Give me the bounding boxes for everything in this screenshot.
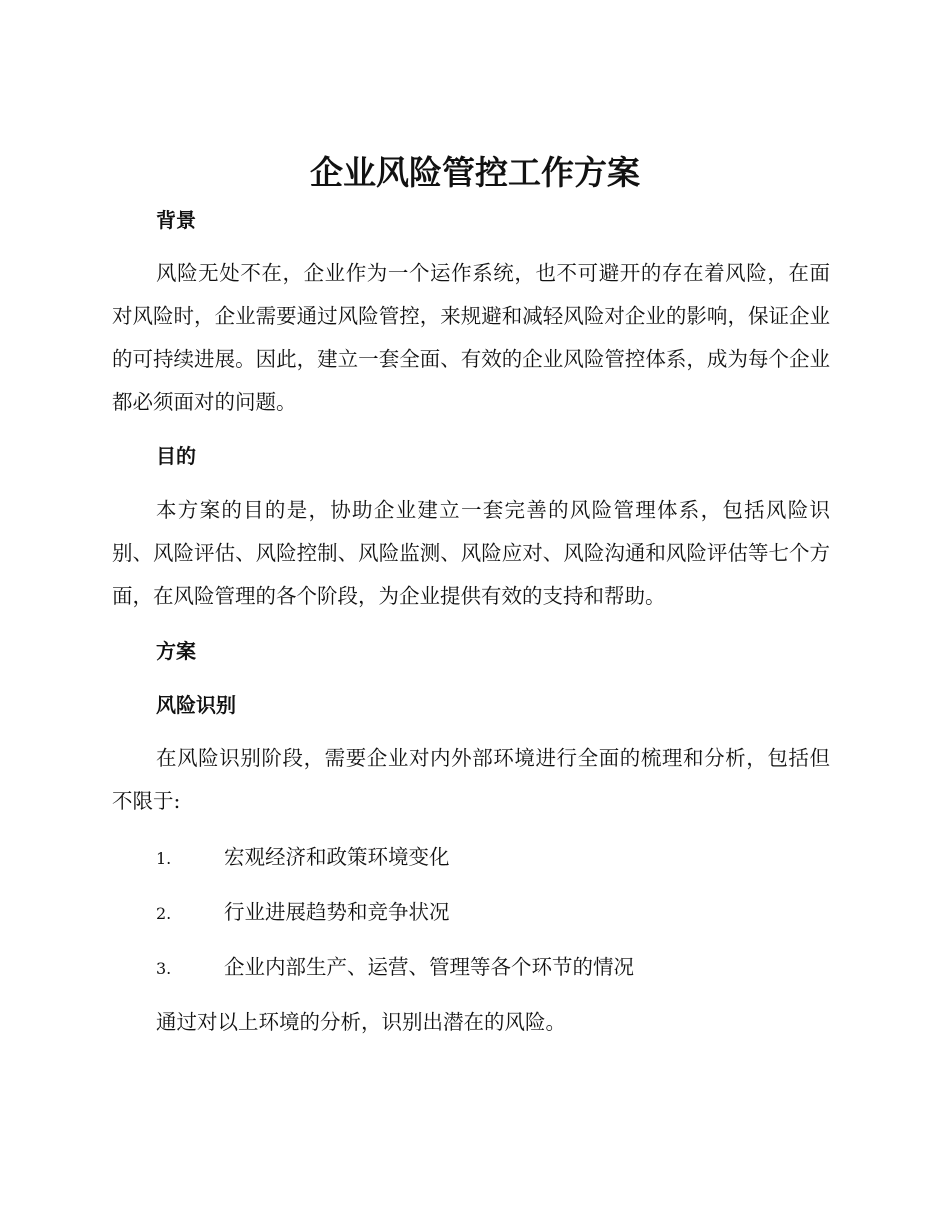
paragraph-background: 风险无处不在，企业作为一个运作系统，也不可避开的存在着风险，在面对风险时，企业需要通过风险管控，来规避和减轻风险对企业的影响，保证企业的可持续进展。因此，建立一套全面、有效的企业风险管控体系，成为每个企业都必须面对的问题。 <box>112 261 830 414</box>
section-heading-purpose: 目的 <box>156 444 196 468</box>
list-item <box>156 842 830 874</box>
paragraph-purpose: 本方案的目的是，协助企业建立一套完善的风险管理体系，包括风险识别、风险评估、风险控制、风险监测、风险应对、风险沟通和风险评估等七个方面，在风险管理的各个阶段，为企业提供有效的支持和帮助。 <box>112 498 830 608</box>
section-heading-background: 背景 <box>156 208 196 232</box>
document-title: 企业风险管控工作方案 <box>310 153 640 192</box>
list-item-text: 行业进展趋势和竞争状况 <box>224 900 450 924</box>
list-item <box>156 952 830 984</box>
list-item-text: 企业内部生产、运营、管理等各个环节的情况 <box>224 955 634 979</box>
list-item-text: 宏观经济和政策环境变化 <box>224 845 450 869</box>
paragraph-risk-identification: 在风险识别阶段，需要企业对内外部环境进行全面的梳理和分析，包括但不限于: <box>112 746 830 813</box>
paragraph-conclusion: 通过对以上环境的分析，识别出潜在的风险。 <box>156 1010 566 1034</box>
section-heading-plan: 方案 <box>156 639 196 663</box>
list-item-number: 1. <box>156 849 172 868</box>
list-item <box>156 897 830 929</box>
list-item-number: 3. <box>156 959 172 978</box>
section-heading-risk-identification: 风险识别 <box>156 693 236 717</box>
list-item-number: 2. <box>156 904 172 923</box>
